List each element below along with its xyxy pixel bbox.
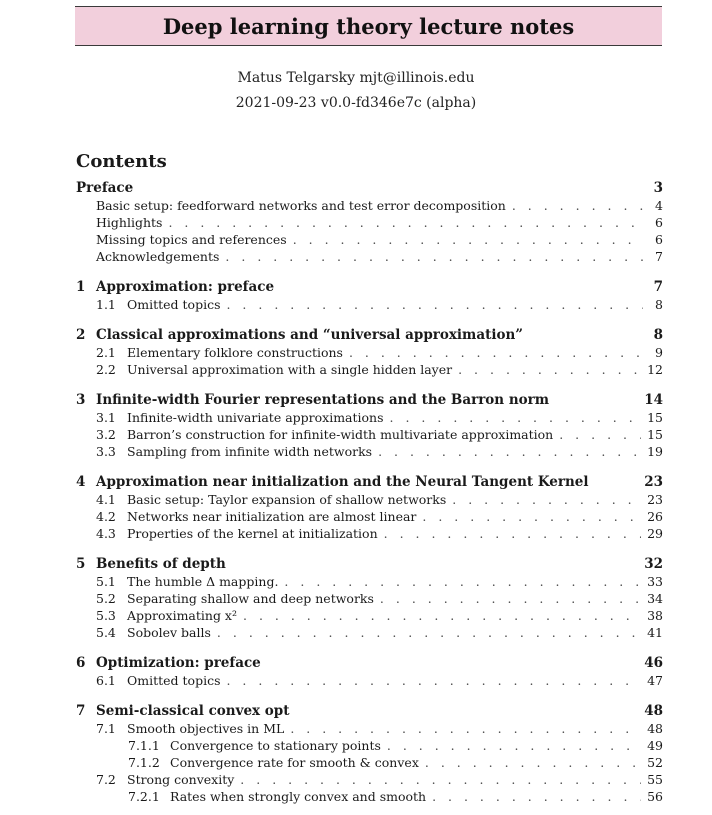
toc-entry-number: 1 (76, 279, 86, 295)
toc-leader-dots (225, 248, 643, 265)
title-banner (75, 6, 662, 46)
toc-entry-number: 7.2 (96, 772, 116, 787)
toc-entry-number: 7.1.1 (128, 738, 160, 753)
toc-section-entry[interactable] (76, 672, 663, 689)
toc-leader-dots (168, 214, 643, 231)
toc-leader-dots (425, 754, 641, 771)
toc-page-number: 49 (647, 738, 663, 753)
toc-leader-dots (512, 197, 643, 214)
toc-page-number: 29 (647, 526, 663, 541)
toc-entry-title: Approximation: preface (96, 279, 275, 295)
toc-chapter-entry[interactable] (76, 392, 663, 409)
toc-entry-title: Convergence to stationary points (170, 738, 381, 753)
toc-subsection-entry[interactable] (76, 754, 663, 771)
toc-entry-number: 5.4 (96, 625, 116, 640)
toc-page-number: 15 (647, 427, 663, 442)
toc-entry-title: Semi-classical convex opt (96, 703, 290, 719)
toc-page-number: 26 (647, 509, 663, 524)
toc-entry-title: Omitted topics (127, 297, 221, 312)
toc-entry-number: 5.1 (96, 574, 116, 589)
toc-entry-number: 7 (76, 703, 86, 719)
toc-page-number: 23 (644, 474, 663, 490)
toc-chapter-entry[interactable] (76, 474, 663, 491)
toc-page-number: 7 (653, 279, 663, 295)
toc-section-entry[interactable] (76, 508, 663, 525)
toc-section-entry[interactable] (76, 344, 663, 361)
toc-page-number: 38 (647, 608, 663, 623)
toc-entry-title: Convergence rate for smooth & convex (170, 755, 419, 770)
toc-section-entry[interactable] (76, 720, 663, 737)
toc-leader-dots (387, 737, 641, 754)
toc-section-entry[interactable] (76, 426, 663, 443)
toc-chapter-entry[interactable] (76, 180, 663, 197)
date-version-line: 2021-09-23 v0.0-fd346e7c (alpha) (235, 95, 477, 111)
toc-leader-dots (422, 508, 641, 525)
toc-leader-dots (432, 788, 641, 805)
toc-page-number: 8 (653, 327, 663, 343)
toc-entry-number: 4 (76, 474, 86, 490)
toc-entry-number: 2.2 (96, 362, 116, 377)
toc-entry-number: 7.1 (96, 721, 116, 736)
toc-entry-number: 7.2.1 (128, 789, 160, 804)
toc-subsection-entry[interactable] (76, 788, 663, 805)
toc-section-entry[interactable] (76, 214, 663, 231)
toc-page-number: 3 (653, 180, 663, 196)
toc-entry-number: 7.1.2 (128, 755, 160, 770)
toc-page-number: 9 (655, 345, 663, 360)
toc-entry-title: Optimization: preface (96, 655, 261, 671)
toc-section-entry[interactable] (76, 443, 663, 460)
toc-section-entry[interactable] (76, 624, 663, 641)
toc-page-number: 47 (647, 673, 663, 688)
toc-entry-title: Smooth objectives in ML (127, 721, 285, 736)
toc-leader-dots (458, 361, 641, 378)
toc-chapter-entry[interactable] (76, 556, 663, 573)
author-line: Matus Telgarsky mjt@illinois.edu (237, 70, 475, 86)
toc-entry-number: 3.1 (96, 410, 116, 425)
toc-entry-title: Infinite-width Fourier representations and the Barron norm (96, 392, 550, 408)
toc-entry-title: Omitted topics (127, 673, 221, 688)
toc-entry-number: 3.2 (96, 427, 116, 442)
toc-page-number: 8 (655, 297, 663, 312)
toc-section-entry[interactable] (76, 573, 663, 590)
toc-entry-title: Classical approximations and “universal approximation” (96, 327, 524, 343)
toc-leader-dots (384, 525, 641, 542)
toc-chapter-entry[interactable] (76, 703, 663, 720)
toc-entry-number: 4.1 (96, 492, 116, 507)
toc-entry-title: Rates when strongly convex and smooth (170, 789, 427, 804)
toc-section-entry[interactable] (76, 361, 663, 378)
toc-section-entry[interactable] (76, 231, 663, 248)
toc-page-number: 6 (655, 232, 663, 247)
document-title: Deep learning theory lecture notes (162, 13, 575, 39)
toc-entry-number: 3.3 (96, 444, 116, 459)
toc-entry-title: Sobolev balls (127, 625, 211, 640)
toc-entry-title: Approximation near initialization and the Neural Tangent Kernel (96, 474, 589, 490)
toc-subsection-entry[interactable] (76, 737, 663, 754)
toc-section-entry[interactable] (76, 296, 663, 313)
toc-entry-title: Highlights (96, 215, 163, 230)
toc-entry-title: Universal approximation with a single hidden layer (127, 362, 453, 377)
toc-entry-number: 6 (76, 655, 86, 671)
toc-leader-dots (293, 231, 643, 248)
toc-leader-dots (284, 573, 641, 590)
toc-page-number: 23 (647, 492, 663, 507)
toc-page-number: 19 (647, 444, 663, 459)
toc-entry-number: 3 (76, 392, 86, 408)
toc-page-number: 56 (647, 789, 663, 804)
toc-page-number: 4 (655, 198, 663, 213)
toc-page-number: 55 (647, 772, 663, 787)
toc-page-number: 52 (647, 755, 663, 770)
toc-page-number: 15 (647, 410, 663, 425)
toc-section-entry[interactable] (76, 197, 663, 214)
toc-entry-title: Basic setup: feedforward networks and test error decomposition (96, 198, 506, 213)
toc-leader-dots (452, 491, 641, 508)
toc-section-entry[interactable] (76, 590, 663, 607)
toc-leader-dots (380, 590, 641, 607)
toc-section-entry[interactable] (76, 491, 663, 508)
contents-heading: Contents (76, 151, 167, 172)
toc-entry-number: 4.2 (96, 509, 116, 524)
toc-entry-title: The humble Δ mapping. (127, 574, 279, 589)
toc-page-number: 12 (647, 362, 663, 377)
toc-entry-number: 1.1 (96, 297, 116, 312)
toc-entry-title: Acknowledgements (96, 249, 220, 264)
toc-leader-dots (349, 344, 643, 361)
toc-leader-dots (559, 426, 641, 443)
toc-entry-title: Sampling from infinite width networks (127, 444, 373, 459)
table-of-contents (76, 180, 663, 805)
toc-section-entry[interactable] (76, 248, 663, 265)
toc-leader-dots (217, 624, 641, 641)
toc-entry-number: 5 (76, 556, 86, 572)
toc-entry-title: Missing topics and references (96, 232, 287, 247)
toc-entry-title: Preface (76, 180, 134, 196)
toc-page-number: 48 (644, 703, 663, 719)
toc-leader-dots (243, 607, 641, 624)
toc-section-entry[interactable] (76, 607, 663, 624)
toc-entry-number: 2 (76, 327, 86, 343)
toc-page-number: 14 (644, 392, 663, 408)
toc-entry-title: Barron’s construction for infinite-width multivariate approximation (127, 427, 554, 442)
toc-entry-title: Infinite-width univariate approximations (127, 410, 384, 425)
toc-page-number: 32 (644, 556, 663, 572)
toc-entry-number: 4.3 (96, 526, 116, 541)
toc-page-number: 41 (647, 625, 663, 640)
toc-entry-number: 5.2 (96, 591, 116, 606)
toc-leader-dots (390, 409, 642, 426)
toc-page-number: 7 (655, 249, 663, 264)
toc-page-number: 46 (644, 655, 663, 671)
toc-leader-dots (226, 296, 643, 313)
toc-page-number: 48 (647, 721, 663, 736)
toc-entry-title: Separating shallow and deep networks (127, 591, 374, 606)
toc-entry-number: 2.1 (96, 345, 116, 360)
toc-entry-number: 6.1 (96, 673, 116, 688)
toc-entry-title: Basic setup: Taylor expansion of shallow networks (127, 492, 447, 507)
toc-entry-title: Benefits of depth (96, 556, 226, 572)
toc-leader-dots (290, 720, 641, 737)
toc-entry-title: Strong convexity (127, 772, 235, 787)
toc-page-number: 34 (647, 591, 663, 606)
toc-page-number: 6 (655, 215, 663, 230)
toc-section-entry[interactable] (76, 409, 663, 426)
toc-entry-title: Elementary folklore constructions (127, 345, 343, 360)
toc-leader-dots (240, 771, 641, 788)
toc-chapter-entry[interactable] (76, 279, 663, 296)
toc-page-number: 33 (647, 574, 663, 589)
toc-section-entry[interactable] (76, 525, 663, 542)
toc-section-entry[interactable] (76, 771, 663, 788)
toc-entry-title: Approximating x² (127, 608, 237, 623)
toc-leader-dots (378, 443, 641, 460)
toc-entry-title: Networks near initialization are almost linear (127, 509, 417, 524)
toc-entry-title: Properties of the kernel at initialization (127, 526, 378, 541)
toc-chapter-entry[interactable] (76, 655, 663, 672)
toc-chapter-entry[interactable] (76, 327, 663, 344)
toc-leader-dots (226, 672, 641, 689)
toc-entry-number: 5.3 (96, 608, 116, 623)
